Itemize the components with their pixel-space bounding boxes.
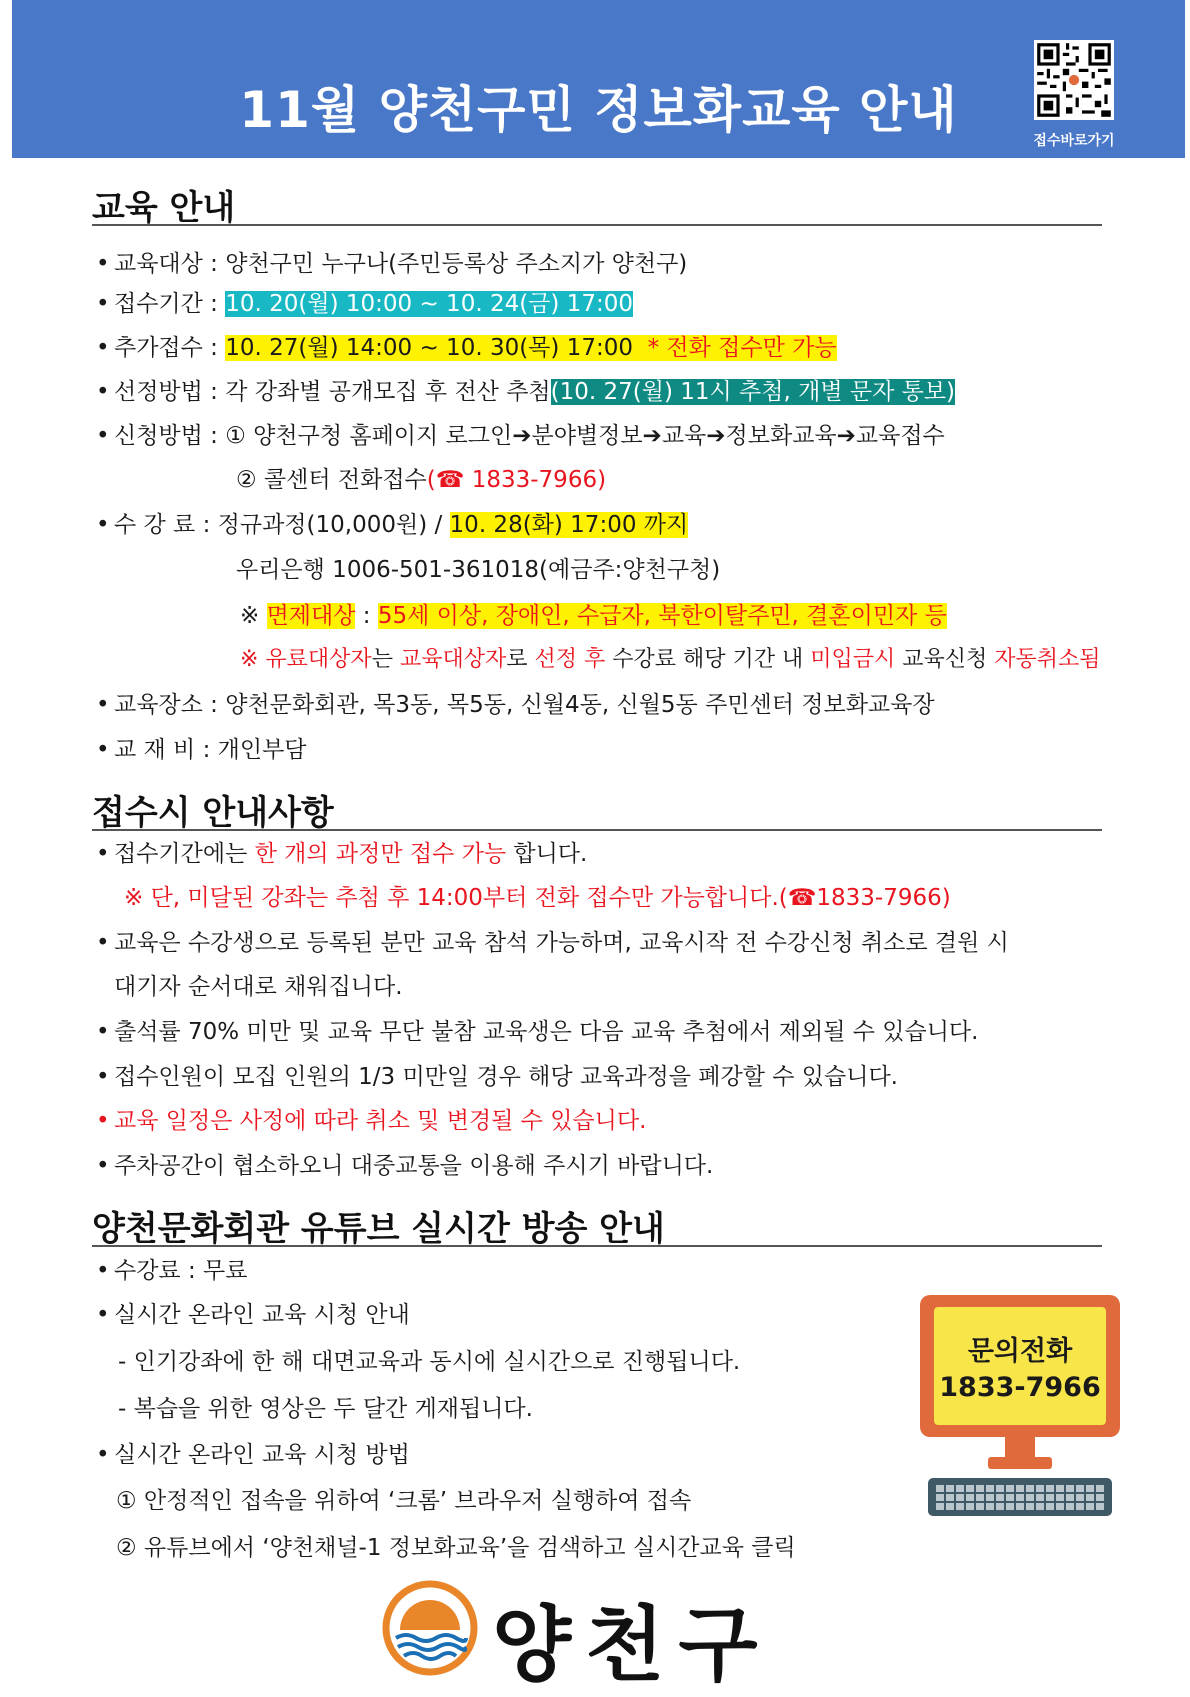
- paid-b: 는: [371, 647, 400, 672]
- place-label: 교육장소: [114, 692, 203, 718]
- place-value: 양천문화회관, 목3동, 목5동, 신월4동, 신월5동 주민센터 정보화교육장: [225, 692, 935, 718]
- notice-item-2: • 교육은 수강생으로 등록된 분만 교육 참석 가능하며, 교육시작 전 수강신청 취소로 결원 시: [96, 930, 1009, 956]
- extra-value: 10. 27(월) 14:00 ~ 10. 30(목) 17:00: [225, 335, 633, 361]
- select-note: (10. 27(월) 11시 추첨, 개별 문자 통보): [550, 379, 956, 405]
- contact-monitor-icon: [920, 1295, 1120, 1437]
- notice-item-1: • 접수기간에는 한 개의 과정만 접수 가능 합니다.: [96, 841, 588, 867]
- info-place: • 교육장소 : 양천문화회관, 목3동, 목5동, 신월4동, 신월5동 주민센터 정보화교육장: [96, 692, 935, 718]
- notice-item-2-line2: 대기자 순서대로 채워집니다.: [114, 974, 403, 1000]
- section-education-title: 교육 안내: [92, 188, 236, 228]
- paid-e: 선정 후: [534, 647, 606, 672]
- monitor-stand: [1005, 1437, 1035, 1459]
- youtube-method-1: ① 안정적인 접속을 위하여 ‘크롬’ 브라우저 실행하여 접속: [116, 1488, 692, 1514]
- apply-value-2: ② 콜센터 전화접수: [236, 467, 427, 493]
- notice-item-1-c: 합니다.: [506, 841, 588, 867]
- info-exempt: [240, 597, 947, 630]
- qr-link[interactable]: [1029, 40, 1119, 150]
- notice-item-4-text: 접수인원이 모집 인원의 1/3 미만일 경우 해당 교육과정을 폐강할 수 있습니다.: [114, 1064, 898, 1090]
- target-label: 교육대상: [114, 251, 203, 277]
- youtube-fee-text: 수강료 : 무료: [114, 1258, 248, 1284]
- fee-label: 수 강 료: [114, 512, 196, 538]
- notice-item-4: • 접수인원이 모집 인원의 1/3 미만일 경우 해당 교육과정을 폐강할 수 있습니다.: [96, 1064, 898, 1090]
- fee-value: 정규과정(10,000원) /: [217, 512, 450, 538]
- select-label: 선정방법: [114, 379, 203, 405]
- logo-text: 양천구: [492, 1598, 772, 1693]
- info-paid-notice: [240, 642, 1100, 673]
- youtube-method-title-text: 실시간 온라인 교육 시청 방법: [114, 1442, 410, 1468]
- exempt-value: 55세 이상, 장애인, 수급자, 북한이탈주민, 결혼이민자 등: [377, 603, 947, 629]
- notice-item-3-text: 출석률 70% 미만 및 교육 무단 불참 교육생은 다음 교육 추첨에서 제외될 수 있습니다.: [114, 1019, 979, 1045]
- youtube-fee: • 수강료 : 무료: [96, 1258, 248, 1284]
- paid-a: ※ 유료대상자: [240, 647, 372, 672]
- info-target: • 교육대상 : 양천구민 누구나(주민등록상 주소지가 양천구): [96, 251, 688, 277]
- youtube-method-2: ② 유튜브에서 ‘양천채널-1 정보화교육’을 검색하고 실시간교육 클릭: [116, 1535, 796, 1561]
- notice-item-6: • 주차공간이 협소하오니 대중교통을 이용해 주시기 바랍니다.: [96, 1153, 714, 1179]
- info-material: • 교 재 비 : 개인부담: [96, 737, 307, 763]
- period-label: 접수기간: [114, 291, 203, 317]
- notice-item-1-a: 접수기간에는: [114, 841, 255, 867]
- notice-item-5: • 교육 일정은 사정에 따라 취소 및 변경될 수 있습니다.: [96, 1108, 647, 1134]
- keyboard-icon: [928, 1478, 1112, 1516]
- extra-note: * 전화 접수만 가능: [633, 335, 837, 361]
- notice-item-3: • 출석률 70% 미만 및 교육 무단 불참 교육생은 다음 교육 추첨에서 제외될 수 있습니다.: [96, 1019, 979, 1045]
- divider: [92, 829, 1102, 831]
- paid-g: 미입금시: [810, 647, 896, 672]
- apply-value-1: ① 양천구청 홈페이지 로그인➔분야별정보➔교육➔정보화교육➔교육접수: [225, 423, 945, 449]
- fee-deadline: 10. 28(화) 17:00 까지: [449, 512, 689, 538]
- divider: [92, 224, 1102, 226]
- info-apply-2: [236, 461, 606, 494]
- paid-d: 로: [506, 647, 535, 672]
- divider: [92, 1245, 1102, 1247]
- contact-phone: 1833-7966: [939, 1372, 1101, 1403]
- paid-i: 자동취소됨: [994, 647, 1101, 672]
- info-fee-bank: 우리은행 1006-501-361018(예금주:양천구청): [236, 557, 721, 583]
- section-youtube-title: 양천문화회관 유튜브 실시간 방송 안내: [92, 1209, 665, 1249]
- youtube-guide-1: - 인기강좌에 한 해 대면교육과 동시에 실시간으로 진행됩니다.: [118, 1349, 741, 1375]
- period-value: 10. 20(월) 10:00 ~ 10. 24(금) 17:00: [225, 291, 633, 317]
- apply-label: 신청방법: [114, 423, 203, 449]
- notice-item-5-text: 교육 일정은 사정에 따라 취소 및 변경될 수 있습니다.: [114, 1108, 647, 1134]
- qr-code-icon[interactable]: [1034, 40, 1114, 120]
- extra-label: 추가접수: [114, 335, 203, 361]
- exempt-label: 면제대상: [266, 603, 356, 629]
- paid-c: 교육대상자: [399, 647, 507, 672]
- contact-screen: [934, 1307, 1106, 1425]
- youtube-method-title: • 실시간 온라인 교육 시청 방법: [96, 1442, 410, 1468]
- notice-item-1-b: 한 개의 과정만 접수 가능: [254, 841, 507, 867]
- contact-label: 문의전화: [967, 1336, 1073, 1367]
- qr-label: 접수바로가기: [1033, 133, 1115, 149]
- exempt-mark: ※: [240, 603, 267, 629]
- material-label: 교 재 비: [114, 737, 196, 763]
- monitor-base: [988, 1457, 1052, 1469]
- material-value: 개인부담: [217, 737, 307, 763]
- exempt-colon: :: [355, 603, 378, 629]
- target-value: 양천구민 누구나(주민등록상 주소지가 양천구): [225, 251, 688, 277]
- apply-phone: (☎ 1833-7966): [426, 467, 607, 493]
- info-fee: • 수 강 료 : 정규과정(10,000원) / 10. 28(화) 17:00 까지: [96, 512, 689, 538]
- info-apply: • 신청방법 : ① 양천구청 홈페이지 로그인➔분야별정보➔교육➔정보화교육➔교육접수: [96, 423, 945, 449]
- paid-f: 수강료 해당 기간 내: [605, 647, 811, 672]
- header-banner: [12, 0, 1185, 158]
- notice-item-1-note: ※ 단, 미달된 강좌는 추첨 후 14:00부터 전화 접수만 가능합니다.(☎1833-7966): [124, 885, 951, 911]
- notice-item-6-text: 주차공간이 협소하오니 대중교통을 이용해 주시기 바랍니다.: [114, 1153, 714, 1179]
- paid-h: 교육신청: [895, 647, 995, 672]
- youtube-guide-title-text: 실시간 온라인 교육 시청 안내: [114, 1302, 410, 1328]
- sun-wave-logo-icon: [382, 1580, 478, 1676]
- page-title: 11월 양천구민 정보화교육 안내: [239, 81, 958, 139]
- notice-item-2-line1: 교육은 수강생으로 등록된 분만 교육 참석 가능하며, 교육시작 전 수강신청 취소로 결원 시: [114, 930, 1009, 956]
- select-value: 각 강좌별 공개모집 후 전산 추첨: [225, 379, 551, 405]
- youtube-guide-2: - 복습을 위한 영상은 두 달간 게재됩니다.: [118, 1396, 533, 1422]
- info-select: • 선정방법 : 각 강좌별 공개모집 후 전산 추첨(10. 27(월) 11시 추첨, 개별 문자 통보): [96, 379, 956, 405]
- youtube-guide-title: • 실시간 온라인 교육 시청 안내: [96, 1302, 410, 1328]
- info-period: • 접수기간 : 10. 20(월) 10:00 ~ 10. 24(금) 17:00: [96, 291, 633, 317]
- info-extra: • 추가접수 : 10. 27(월) 14:00 ~ 10. 30(목) 17:00 * 전화 접수만 가능: [96, 335, 837, 361]
- yangcheon-logo: [382, 1580, 812, 1693]
- section-notice-title: 접수시 안내사항: [92, 793, 334, 833]
